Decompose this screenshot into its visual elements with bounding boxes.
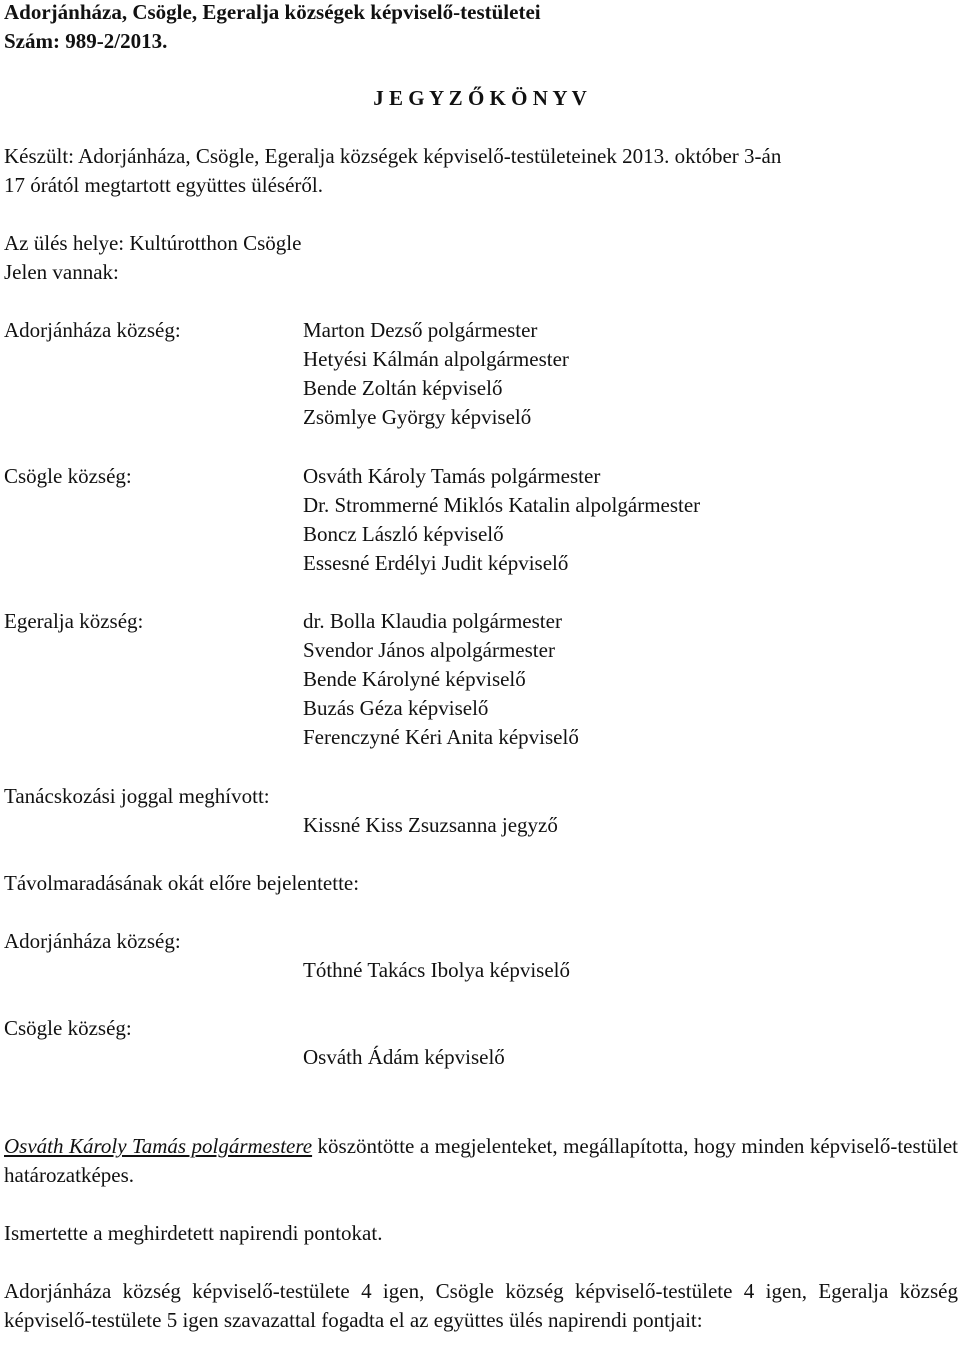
member-name: Dr. Strommerné Miklós Katalin alpolgármester (303, 493, 701, 517)
header-line-1: Adorjánháza, Csögle, Egeralja községek képviselő-testületei (4, 0, 541, 24)
member-name: Bende Károlyné képviselő (303, 667, 526, 691)
absent-member: Tóthné Takács Ibolya képviselő (303, 958, 570, 982)
document-number: Szám: 989-2/2013. (4, 29, 168, 53)
document-title: J E G Y Z Ő K Ö N Y V (373, 86, 587, 110)
member-name: Ferenczyné Kéri Anita képviselő (303, 725, 579, 749)
meeting-venue: Az ülés helye: Kultúrotthon Csögle (4, 231, 302, 255)
member-name: Bende Zoltán képviselő (303, 376, 503, 400)
member-name: Buzás Géza képviselő (303, 696, 489, 720)
opening-text: köszöntötte a megjelenteket, megállapította, hogy minden képviselő-testület határozatképes. (4, 1134, 958, 1187)
intro-line-2: 17 órától megtartott együttes üléséről. (4, 173, 323, 197)
village-label: Adorjánháza község: (4, 929, 181, 953)
advisory-name: Kissné Kiss Zsuzsanna jegyző (303, 813, 558, 837)
member-name: Svendor János alpolgármester (303, 638, 555, 662)
village-label: Egeralja község: (4, 609, 144, 633)
member-name: Zsömlye György képviselő (303, 405, 532, 429)
absent-heading: Távolmaradásának okát előre bejelentette: (4, 871, 360, 895)
present-heading: Jelen vannak: (4, 260, 119, 284)
member-name: Hetyési Kálmán alpolgármester (303, 347, 569, 371)
member-name: Essesné Erdélyi Judit képviselő (303, 551, 569, 575)
member-name: Osváth Károly Tamás polgármester (303, 464, 601, 488)
agenda-paragraph: Ismertette a meghirdetett napirendi pontokat. (4, 1221, 383, 1245)
member-name: dr. Bolla Klaudia polgármester (303, 609, 562, 633)
village-label: Csögle község: (4, 464, 132, 488)
member-name: Marton Dezső polgármester (303, 318, 538, 342)
mayor-name: Osváth Károly Tamás polgármestere (4, 1134, 313, 1158)
vote-paragraph: Adorjánháza község képviselő-testülete 4 igen, Csögle község képviselő-testülete 4 igen, Egeralja község képviselő-testülete 5 igen szavazattal fogadta el az együttes ülés napirendi pontjait: (4, 1279, 958, 1332)
absent-member: Osváth Ádám képviselő (303, 1045, 505, 1069)
advisory-label: Tanácskozási joggal meghívott: (4, 784, 270, 808)
member-name: Boncz László képviselő (303, 522, 504, 546)
village-label: Csögle község: (4, 1016, 132, 1040)
village-label: Adorjánháza község: (4, 318, 181, 342)
intro-line-1: Készült: Adorjánháza, Csögle, Egeralja községek képviselő-testületeinek 2013. október 3-án (4, 144, 782, 168)
opening-paragraph (4, 1132, 958, 1190)
